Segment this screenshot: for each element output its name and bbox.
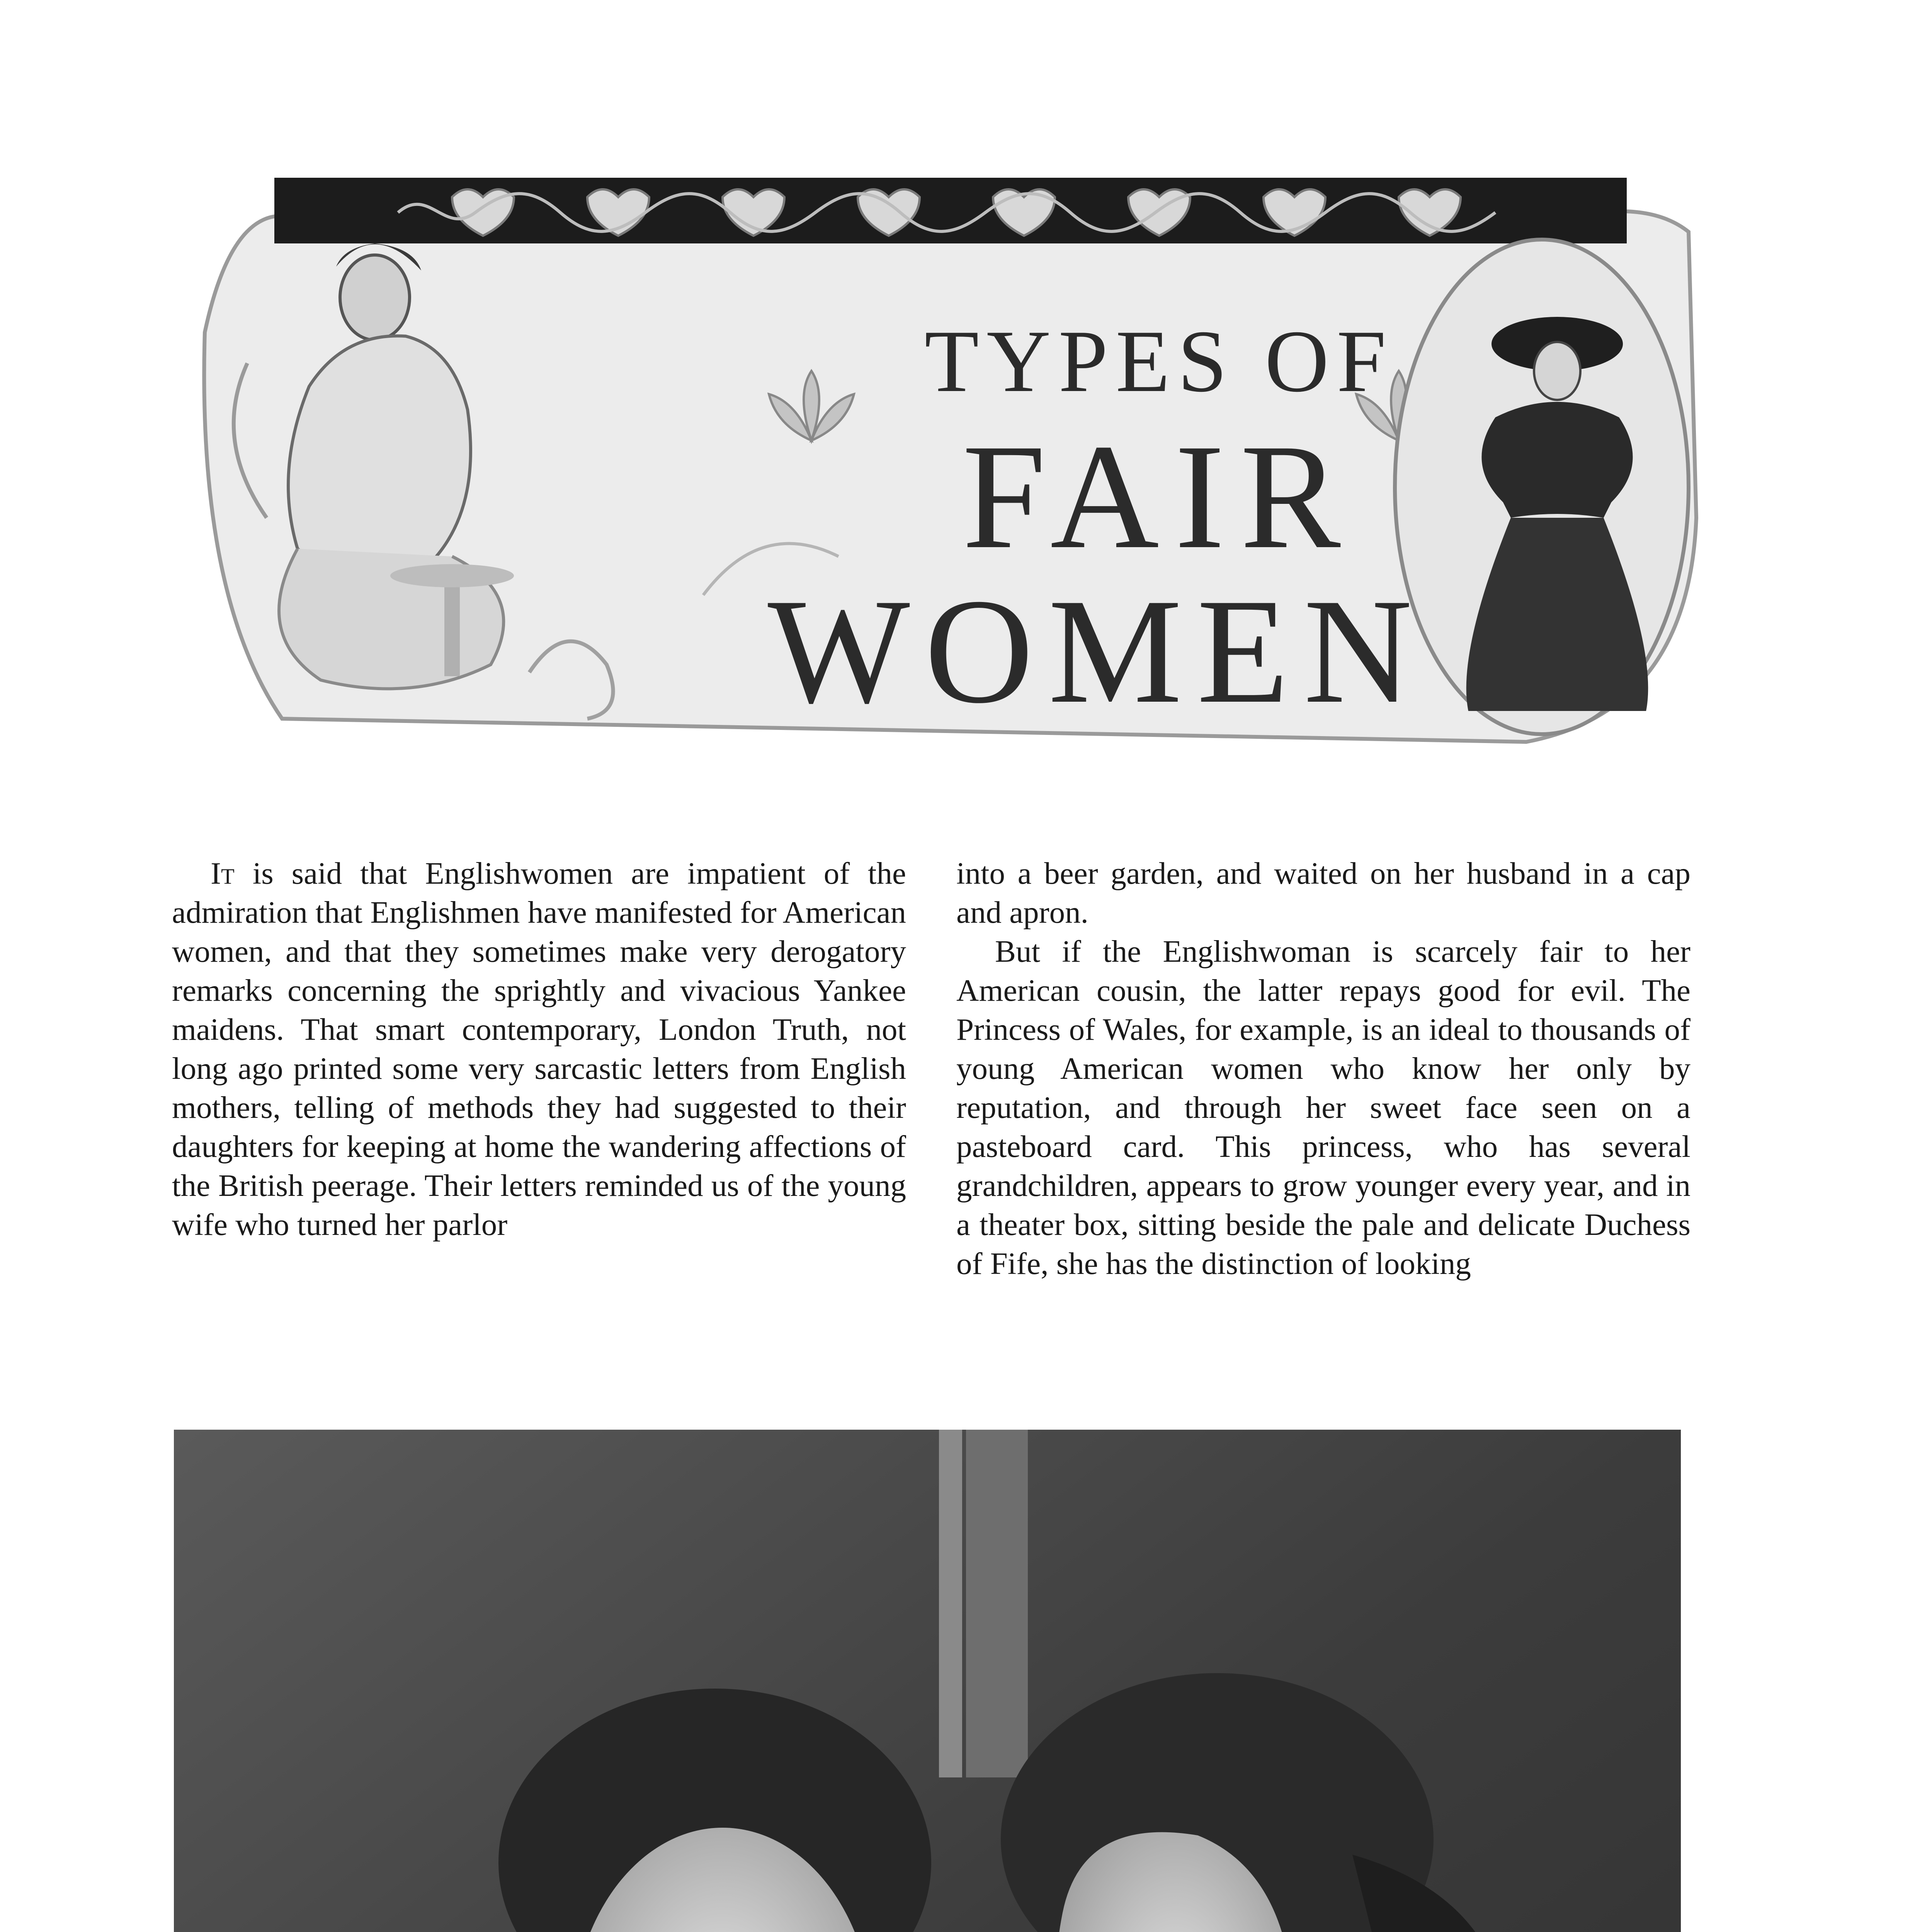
title-line-types-of: TYPES OF [924, 312, 1394, 410]
article-title [767, 312, 1526, 735]
article-column-right [956, 854, 1690, 1283]
title-line-women: WOMEN [767, 568, 1427, 735]
portrait-photograph [174, 1430, 1681, 1932]
photograph-image [174, 1430, 1681, 1932]
paragraph: But if the Englishwoman is scarcely fair to her American cousin, the latter repays good for evil. The Princess of Wales, for example, is an ideal to thousands of young American women who know her only by reputation, and through her sweet face seen on a pasteboard card. This princess, who has several grandchildren, appears to grow younger every year, and in a theater box, sitting beside the pale and delicate Duchess of Fife, she has the distinction of looking [956, 934, 1690, 1281]
article-body [172, 854, 1718, 1410]
paragraph: into a beer garden, and waited on her husband in a cap and apron. [956, 856, 1690, 930]
title-line-fair: FAIR [962, 413, 1356, 580]
article-column-left [172, 854, 906, 1244]
lead-word: It [211, 856, 235, 891]
header-banner [182, 170, 1719, 773]
paragraph [172, 854, 906, 1244]
paragraph-text: is said that Englishwomen are impatient of the admiration that Englishmen have manifested for American women, and that they sometimes make very derogatory remarks concerning the sprightly and vivacious Yankee maidens. That smart contemporary, London Truth, not long ago printed some very sarcastic letters from English mothers, telling of methods they had suggested to their daughters for keeping at home the wandering affections of the British peerage. Their letters reminded us of the young wife who turned her parlor [172, 856, 906, 1242]
